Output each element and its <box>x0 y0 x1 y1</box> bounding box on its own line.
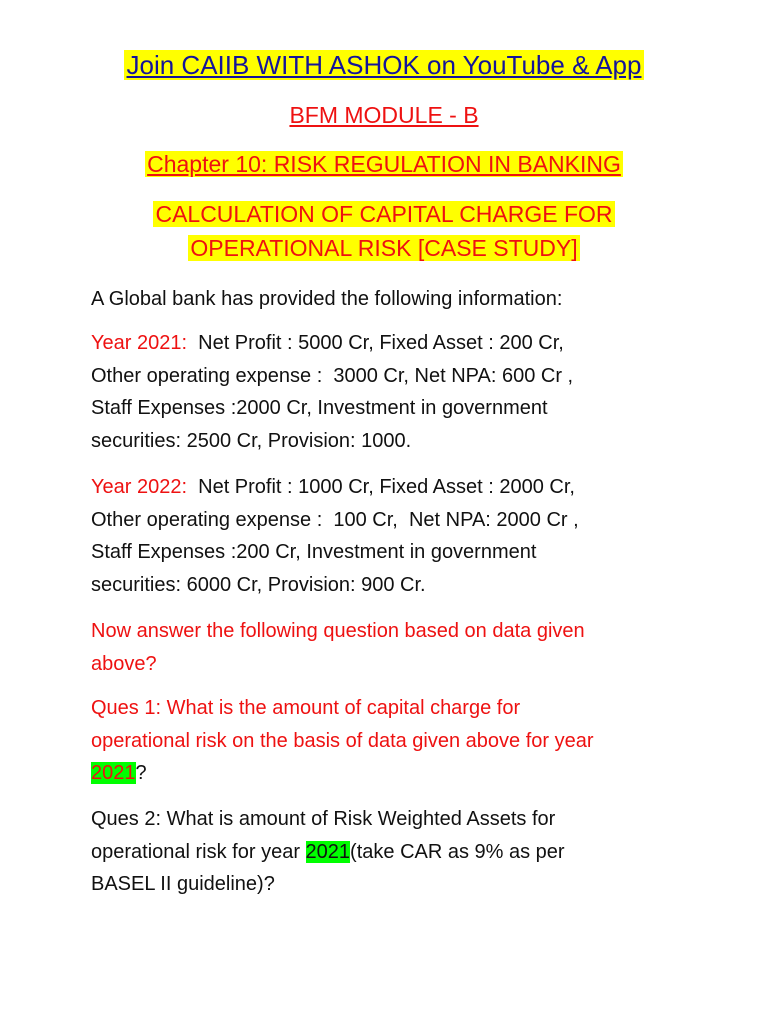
question-1-end: ? <box>135 762 147 784</box>
year-2022-label: Year 2022: <box>91 476 188 498</box>
question-2-line3: BASEL II guideline)? <box>91 873 275 895</box>
module-heading-text: BFM MODULE - B <box>289 102 479 128</box>
promo-banner <box>0 46 768 84</box>
year-2021-line2: Other operating expense : 3000 Cr, Net NPA: 600 Cr , <box>91 364 574 387</box>
module-heading <box>0 98 768 132</box>
year-2021-line4: securities: 2500 Cr, Provision: 1000. <box>91 429 412 452</box>
instruction-line2: above? <box>91 652 157 675</box>
year-2021-line1-text: Net Profit : 5000 Cr, Fixed Asset : 200 Cr, <box>187 332 564 354</box>
year-2022-line4: securities: 6000 Cr, Provision: 900 Cr. <box>91 573 426 596</box>
question-1-year: 2021 <box>91 762 136 784</box>
year-2022-line1 <box>91 471 691 504</box>
question-2-line2-pre: operational risk for year <box>91 840 306 863</box>
year-2021-paragraph <box>91 327 691 457</box>
case-study-title-line1: CALCULATION OF CAPITAL CHARGE FOR <box>155 201 613 227</box>
intro-paragraph: A Global bank has provided the following information: <box>91 288 563 310</box>
year-2022-line3: Staff Expenses :200 Cr, Investment in government <box>91 541 537 563</box>
chapter-heading <box>0 146 768 182</box>
question-2-line1: Ques 2: What is amount of Risk Weighted Assets for <box>91 808 556 830</box>
question-2-year: 2021 <box>305 840 351 863</box>
promo-banner-text: Join CAIIB WITH ASHOK on YouTube & App <box>124 50 645 80</box>
question-2-line2 <box>91 836 691 869</box>
year-2022-paragraph <box>91 471 691 601</box>
question-1-line1: Ques 1: What is the amount of capital charge for <box>91 697 521 719</box>
chapter-heading-text: Chapter 10: RISK REGULATION IN BANKING <box>147 151 621 177</box>
year-2021-line3: Staff Expenses :2000 Cr, Investment in government <box>91 397 548 419</box>
instruction-paragraph <box>91 615 691 680</box>
year-2021-line1 <box>91 327 691 360</box>
year-2021-label: Year 2021: <box>91 332 188 354</box>
question-1 <box>91 692 691 790</box>
question-1-line3 <box>91 757 691 790</box>
question-1-line2: operational risk on the basis of data given above for year <box>91 729 594 752</box>
question-2-line2-post: (take CAR as 9% as per <box>350 840 565 863</box>
case-study-title <box>0 197 768 265</box>
question-2 <box>91 803 691 901</box>
year-2022-line2: Other operating expense : 100 Cr, Net NPA: 2000 Cr , <box>91 508 579 531</box>
case-study-title-line2: OPERATIONAL RISK [CASE STUDY] <box>190 235 578 261</box>
instruction-line1: Now answer the following question based on data given <box>91 620 585 642</box>
year-2022-line1-text: Net Profit : 1000 Cr, Fixed Asset : 2000 Cr, <box>187 476 575 498</box>
